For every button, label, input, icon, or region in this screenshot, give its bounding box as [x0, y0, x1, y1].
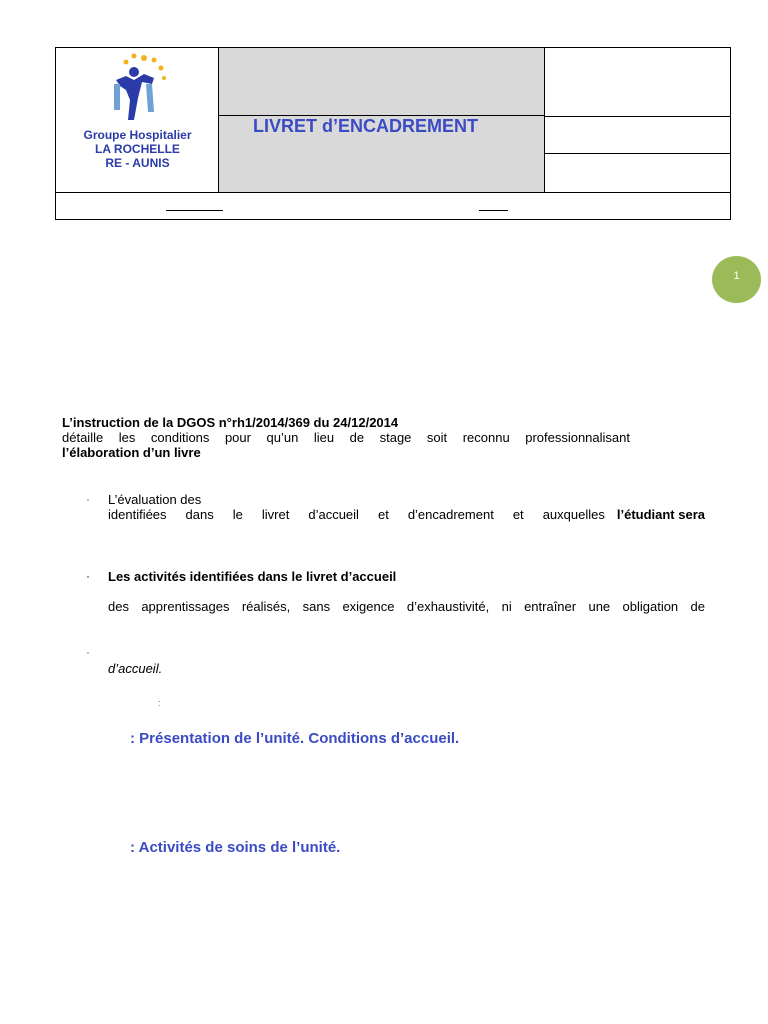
info-cell — [545, 48, 730, 192]
intro-line-2: détaille les conditions pour qu’un lieu de stage soit reconnu professionnalisant — [62, 430, 630, 445]
document-title: LIVRET d’ENCADREMENT — [253, 116, 478, 136]
bullet1-line-2-bold: l’étudiant sera — [616, 507, 705, 522]
hospital-logo-icon — [104, 50, 168, 126]
info-row-2 — [545, 116, 730, 154]
logo-cell — [56, 48, 219, 192]
blank-line-2 — [479, 210, 508, 211]
title-top-band — [219, 48, 544, 116]
section-heading-2: : Activités de soins de l’unité. — [130, 839, 341, 856]
info-row-1 — [545, 48, 730, 117]
bullet-marker-2: · — [86, 569, 90, 583]
bullet1-line-1: L’évaluation des — [108, 492, 202, 507]
bullet2-line-2: des apprentissages réalisés, sans exigence d’exhaustivité, ni entraîner une obligation de — [108, 599, 705, 614]
bullet2-title: Les activités identifiées dans le livret d’accueil — [108, 569, 397, 584]
bullet1-line-2-text: identifiées dans le livret d’accueil et d’encadrement et auxquelles — [108, 507, 605, 522]
small-mark: : — [158, 698, 161, 708]
section-heading-1: : Présentation de l’unité. Conditions d’accueil. — [130, 730, 460, 747]
logo-line-1: Groupe Hospitalier — [83, 128, 192, 142]
bullet-marker-3: · — [86, 645, 90, 659]
logo-line-3: RE - AUNIS — [105, 156, 170, 170]
footer-row — [56, 192, 730, 219]
logo-line-2: LA ROCHELLE — [95, 142, 180, 156]
title-cell — [219, 48, 545, 192]
bullet-marker-1: · — [86, 492, 90, 506]
header-table — [55, 47, 731, 220]
intro-line-1: L’instruction de la DGOS n°rh1/2014/369 du 24/12/2014 — [62, 415, 399, 430]
bullet1-line-2 — [108, 507, 705, 522]
blank-line-1 — [166, 210, 223, 211]
intro-line-3: l’élaboration d’un livre — [62, 445, 201, 460]
logo-text — [56, 128, 219, 170]
page-number-badge: 1 — [712, 256, 761, 303]
bullet3-line-2: d’accueil. — [108, 661, 163, 676]
